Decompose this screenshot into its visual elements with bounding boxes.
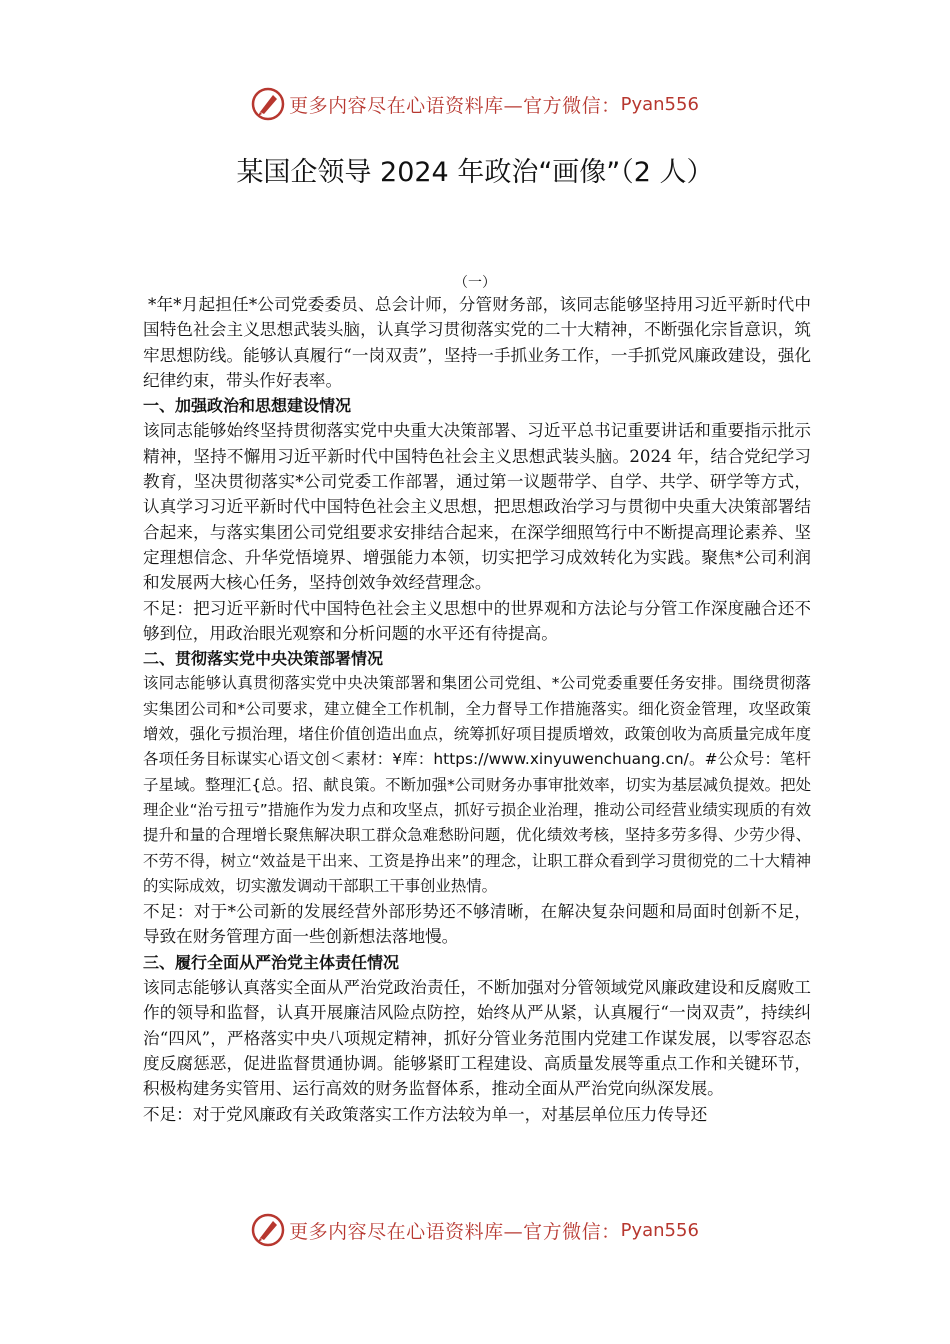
heading-political-ideological: 一、加强政治和思想建设情况: [143, 396, 352, 416]
footer-banner: [0, 1210, 950, 1250]
banner-text: 更多内容尽在心语资料库—官方微信：: [289, 94, 621, 117]
header-banner: [0, 84, 950, 124]
body-paragraph: 该同志能够始终坚持贯彻落实党中央重大决策部署、习近平总书记重要讲话和重要指示批示精神，坚持不懈用习近平新时代中国特色社会主义思想武装头脑。2024 年，结合党纪学习教育，坚决贯彻落实*公司党委工作部署，通过第一议题带学、自学、共学、研学等方式，认真学习习近平新时代中国特色社会主义思想，把思想政治学习与贯彻中央重大决策部署结合起来，与落实集团公司党组要求安排结合起来，在深学细照笃行中不断提高理论素养、坚定理想信念、升华党悟境界、增强能力本领，切实把学习成效转化为实践。聚焦*公司利润和发展两大核心任务，坚持创效争效经营理念。: [143, 421, 811, 593]
shortcoming-paragraph: 不足：对于党风廉政有关政策落实工作方法较为单一，对基层单位压力传导还: [143, 1104, 708, 1124]
intro-paragraph: *年*月起担任*公司党委委员、总会计师，分管财务部，该同志能够坚持用习近平新时代中国特色社会主义思想武装头脑，认真学习贯彻落实党的二十大精神，不断强化宗旨意识，筑牢思想防线。能够认真履行“一岗双责”，坚持一手抓业务工作，一手抓党风廉政建设，强化纪律约束，带头作好表率。: [143, 295, 811, 390]
shortcoming-paragraph: 不足：对于*公司新的发展经营外部形势还不够清晰，在解决复杂问题和局面时创新不足，导致在财务管理方面一些创新想法落地慢。: [143, 902, 811, 947]
document-body: [143, 292, 811, 1127]
banner-wechat-id: Pyan556: [620, 1219, 699, 1241]
shortcoming-paragraph: 不足：把习近平新时代中国特色社会主义思想中的世界观和方法论与分管工作深度融合还不够到位，用政治眼光观察和分析问题的水平还有待提高。: [143, 598, 811, 643]
section-number: （一）: [454, 275, 496, 291]
page-title: 某国企领导 2024 年政治“画像”（2 人）: [236, 157, 714, 188]
banner-wechat-id: Pyan556: [620, 93, 699, 115]
pen-nib-icon: [251, 1213, 285, 1247]
body-paragraph: 该同志能够认真贯彻落实党中央决策部署和集团公司党组、*公司党委重要任务安排。围绕贯彻落实集团公司和*公司要求，建立健全工作机制，全力督导工作措施落实。细化资金管理，攻坚政策增效，强化亏损治理，堵住价值创造出血点，统筹抓好项目提质增效，政策创收为高质量完成年度各项任务目标谋实心语文创＜素材：¥库：https://www.xinyuwenchuang.cn/。#公众号：笔杆子星域。整理汇{总。招、献良策。不断加强*公司财务办事审批效率，切实为基层减负提效。把处理企业“治亏扭亏”措施作为发力点和攻坚点，抓好亏损企业治理，推动公司经营业绩实现质的有效提升和量的合理增长聚焦解决职工群众急难愁盼问题，优化绩效考核，坚持多劳多得、少劳少得、不劳不得，树立“效益是干出来、工资是挣出来”的理念，让职工群众看到学习贯彻党的二十大精神的实际成效，切实激发调动干部职工干事创业热情。: [143, 674, 811, 895]
banner-text: 更多内容尽在心语资料库—官方微信：: [289, 1220, 621, 1243]
pen-nib-icon: [251, 87, 285, 121]
body-paragraph: 该同志能够认真落实全面从严治党政治责任，不断加强对分管领域党风廉政建设和反腐败工作的领导和监督，认真开展廉洁风险点防控，始终从严从紧，认真履行“一岗双责”，持续纠治“四风”，严格落实中央八项规定精神，抓好分管业务范围内党建工作谋发展，以零容忍态度反腐惩恶，促进监督贯通协调。能够紧盯工程建设、高质量发展等重点工作和关键环节，积极构建务实管用、运行高效的财务监督体系，推动全面从严治党向纵深发展。: [143, 978, 811, 1099]
heading-decision-implementation: 二、贯彻落实党中央决策部署情况: [143, 649, 384, 669]
heading-party-discipline: 三、履行全面从严治党主体责任情况: [143, 952, 400, 972]
